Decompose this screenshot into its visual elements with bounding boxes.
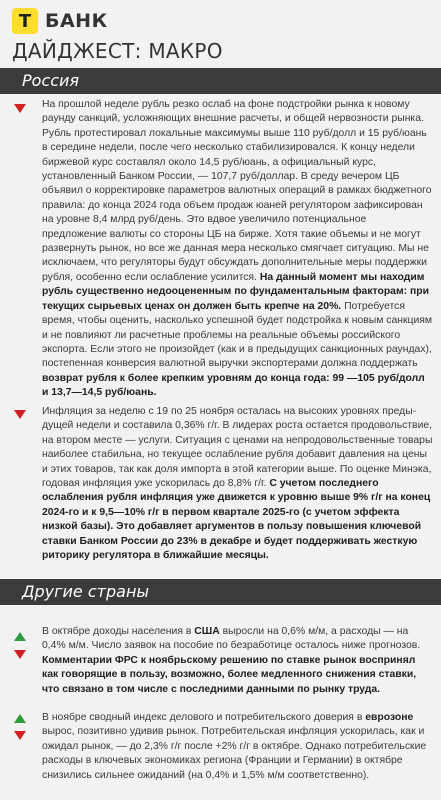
page-title: ДАЙДЖЕСТ: МАКРО <box>12 39 223 63</box>
text-run: В октябре доходы населения в <box>42 626 195 637</box>
text-run: На прошлой неделе рубль резко ослаб на фоне подстройки рынка к новому раунду санкций, усложняющих внешние расчеты, и общей нервозности рынка. Рубль протестировал локальные максимумы выше 110 руб/долл и 15 руб/юань в середине недели, после чего несколько стабилизировался. К концу недели биржевой курс составлял около 14,5 руб/юань, а официальный курс, установленный Банком России, — 107,7 руб/доллар. В среду вечером ЦБ объявил о корректировке параметров валютных операций в рамках бюджетного правила: до конца 2024 года объем продаж юаней регулятором зафиксирован на уровне 8,4 млрд руб/день. Это вдвое увеличило потенциальное предложение валюты со стороны ЦБ на бирже. Хотя такие объемы и не могут развернуть рынок, но все же данная мера несколько смягчает ситуацию. Мы не исключаем, что регуляторы будут обсуждать дополнительные меры поддержки рубля, особенно если ослабление усилится. <box>42 99 432 283</box>
section-banner-russia <box>0 68 441 94</box>
text-run: Потребуется время, чтобы оценить, насколько успешной будет подстройка к новым санкциям и не повлияют ли расчетные проблемы на реальные объемы российского экспорта. Если этого не произойдет (как и в предыдущих санкционных раундах), постепенная конверсия валютной выручки экспортерами должна поддержать <box>42 300 433 370</box>
arrow-down-icon <box>14 104 26 113</box>
section-banner-other-countries <box>0 579 441 605</box>
bold-text: возврат рубля к более крепким уровням до конца года: 99 —105 руб/долл и 13,7—14,5 руб/юань. <box>42 372 425 399</box>
arrow-down-icon <box>14 731 26 740</box>
text-run: вырос, позитивно удивив рынок. Потребительская инфляция ускорилась, как и ожидал рынок, — до 2,3% г/г после +2% г/г в октябре. Однако потребительские расходы в ключевых экономиках региона (Франции и Германии) в октябре снизились сильнее ожиданий (на 0,4% и 1,5% м/м соответственно). <box>42 726 427 781</box>
bold-text: Комментарии ФРС к ноябрьскому решению по ставке рынок воспринял как говорящие в пользу, возможно, более медленного снижения ставки, что связано в том числе с последними данными по рынку труда. <box>42 654 417 695</box>
section-title: Другие страны <box>22 582 150 601</box>
news-text <box>42 405 434 563</box>
text-run: выросли на 0,6% м/м, а расходы — на 0,4% м/м. Число заявок на пособие по безработице осталось ниже прогнозов. <box>42 626 421 652</box>
bold-text: США <box>194 626 220 637</box>
text-run: Инфляция за неделю с 19 по 25 ноября осталась на высоких уровнях преды-дущей недели и составила 0,36% г/г. В лидерах роста остается продовольствие, на втором месте — услуги. Ситуация с ценами на непродовольственные товары наиболее стабильна, но текущее ослабление рубля добавит давления на цены и этих товаров, так как доля импорта в этой категории выше. По оценке Минэка, годовая инфляция уже ускорилась до 8,8% г/г. <box>42 406 433 490</box>
bank-logo-icon: Т <box>12 8 38 34</box>
bold-text: еврозоне <box>365 712 414 723</box>
arrow-down-icon <box>14 650 26 659</box>
news-text <box>42 98 434 401</box>
bold-text: С учетом последнего ослабления рубля инфляция уже движется к уровню выше 9% г/г на конец 2024-го и к 9,5—10% г/г в первом квартале 2025-го (с учетом эффекта низкой базы). Это добавляет аргументов в пользу повышения ключевой ставки Банком России до 23% в декабре и будет поддерживать жесткую риторику регулятора в ближайшие месяцы. <box>42 478 431 562</box>
text-run: В ноябре сводный индекс делового и потребительского доверия в <box>42 712 366 723</box>
header <box>12 8 432 63</box>
section-title: Россия <box>22 71 80 90</box>
news-text <box>42 625 434 697</box>
bold-text: На данный момент мы находим рубль существенно недооцененным по фундаментальным факторам: при текущих сырьевых ценах он должен быть крепче на 20%. <box>42 271 429 312</box>
bank-name: БАНК <box>45 10 108 32</box>
arrow-up-icon <box>14 632 26 641</box>
arrow-up-icon <box>14 714 26 723</box>
news-text <box>42 711 434 783</box>
arrow-down-icon <box>14 410 26 419</box>
